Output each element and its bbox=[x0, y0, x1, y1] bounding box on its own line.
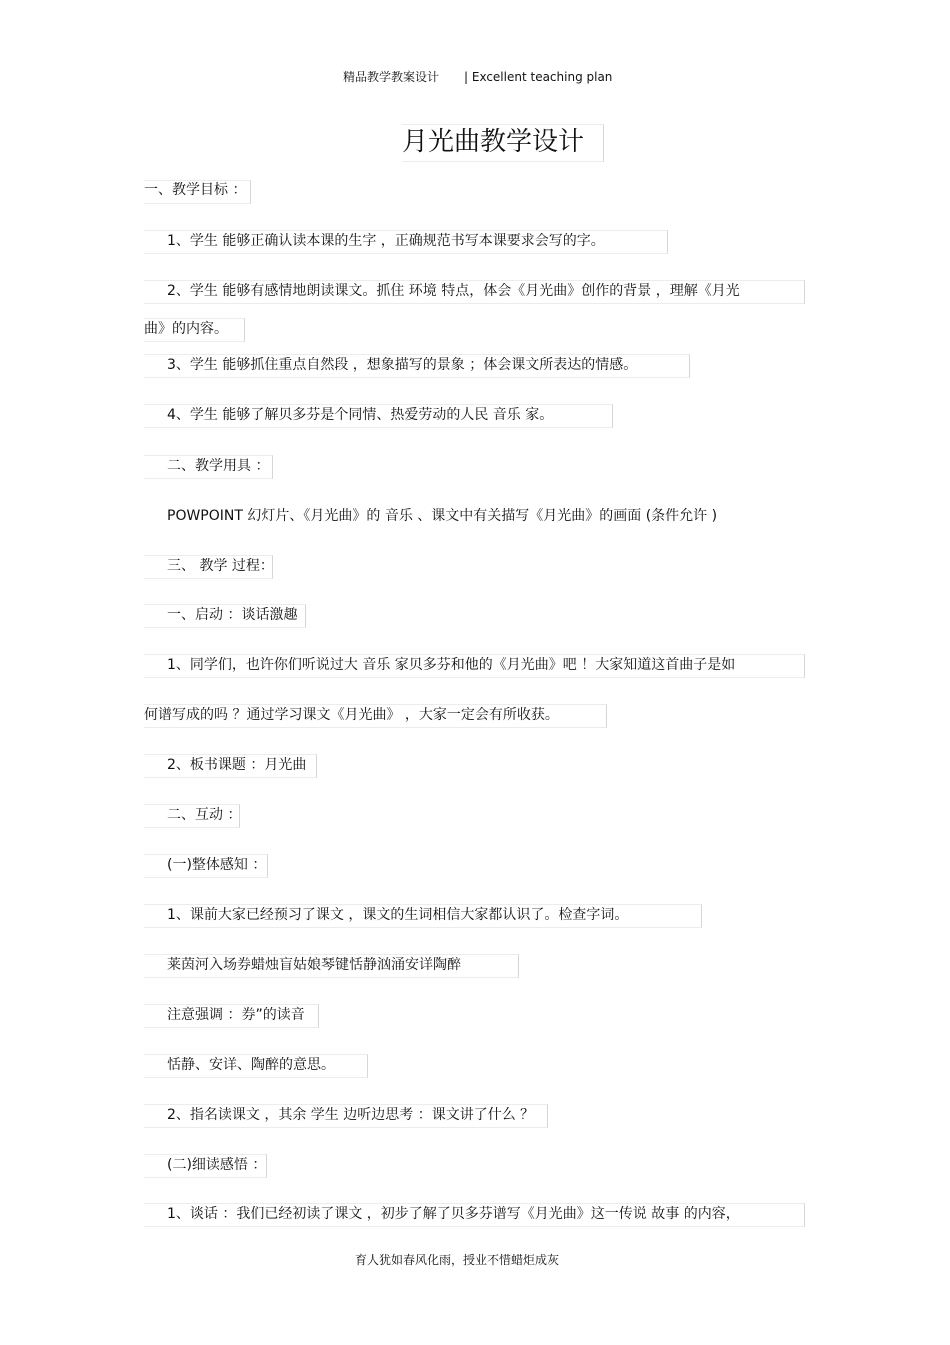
step-heading-start: 一、启动 ：谈话激趣 bbox=[167, 607, 298, 623]
paragraph-line: 何谱写成的吗 ？通过学习课文《月光曲》 ，大家一定会有所收获。 bbox=[144, 707, 559, 723]
paragraph-line: 恬静、安详、陶醉的意思。 bbox=[167, 1057, 335, 1073]
sub-heading: (一)整体感知 ： bbox=[167, 857, 267, 873]
section-heading-materials: 二、教学用具 ： bbox=[167, 458, 270, 474]
sub-heading: (二)细读感悟 ： bbox=[167, 1157, 267, 1173]
objective-item: 2、学生 能够有感情地朗读课文。抓住 环境 特点，体会《月光曲》创作的背景 ，理解《月光 bbox=[167, 283, 740, 299]
objective-item: 1、学生 能够正确认读本课的生字 ，正确规范书写本课要求会写的字。 bbox=[167, 233, 605, 249]
section-heading-process: 三、 教学 过程： bbox=[167, 558, 274, 574]
paragraph-line: 1、课前大家已经预习了课文 ，课文的生词相信大家都认识了。检查字词。 bbox=[167, 907, 629, 923]
header-left: 精品教学教案设计 bbox=[343, 70, 440, 84]
vocabulary-line: 莱茵河入场券蜡烛盲姑娘琴键恬静汹涌安详陶醉 bbox=[167, 957, 461, 973]
objective-item: 3、学生 能够抓住重点自然段 ，想象描写的景象 ；体会课文所表达的情感。 bbox=[167, 357, 638, 373]
paragraph-line: 1、同学们，也许你们听说过大 音乐 家贝多芬和他的《月光曲》吧 ！大家知道这首曲子是如 bbox=[167, 657, 736, 673]
objective-item: 4、学生 能够了解贝多芬是个同情、热爱劳动的人民 音乐 家。 bbox=[167, 407, 554, 423]
step-heading-interact: 二、互动 ： bbox=[167, 807, 242, 823]
header-right: | Excellent teaching plan bbox=[464, 70, 613, 84]
section-heading-objectives: 一、教学目标 ： bbox=[144, 182, 247, 198]
paragraph-line: 1、谈话 ：我们已经初读了课文 ，初步了解了贝多芬谱写《月光曲》这一传说 故事 的内容， bbox=[167, 1206, 740, 1222]
paragraph-line: 2、指名读课文 ，其余 学生 边听边思考 ：课文讲了什么 ？ bbox=[167, 1107, 535, 1123]
footer-text: 育人犹如春风化雨，授业不惜蜡炬成灰 bbox=[355, 1253, 560, 1267]
paragraph-line: 注意强调 ：券”的读音 bbox=[167, 1007, 305, 1023]
paragraph-line: 2、板书课题 ：月光曲 bbox=[167, 757, 307, 773]
page-title: 月光曲教学设计 bbox=[402, 127, 585, 157]
objective-item-cont: 曲》的内容。 bbox=[144, 321, 228, 337]
materials-text: POWPOINT 幻灯片、《月光曲》的 音乐 、课文中有关描写《月光曲》的画面 (条件允许 ) bbox=[167, 508, 718, 524]
